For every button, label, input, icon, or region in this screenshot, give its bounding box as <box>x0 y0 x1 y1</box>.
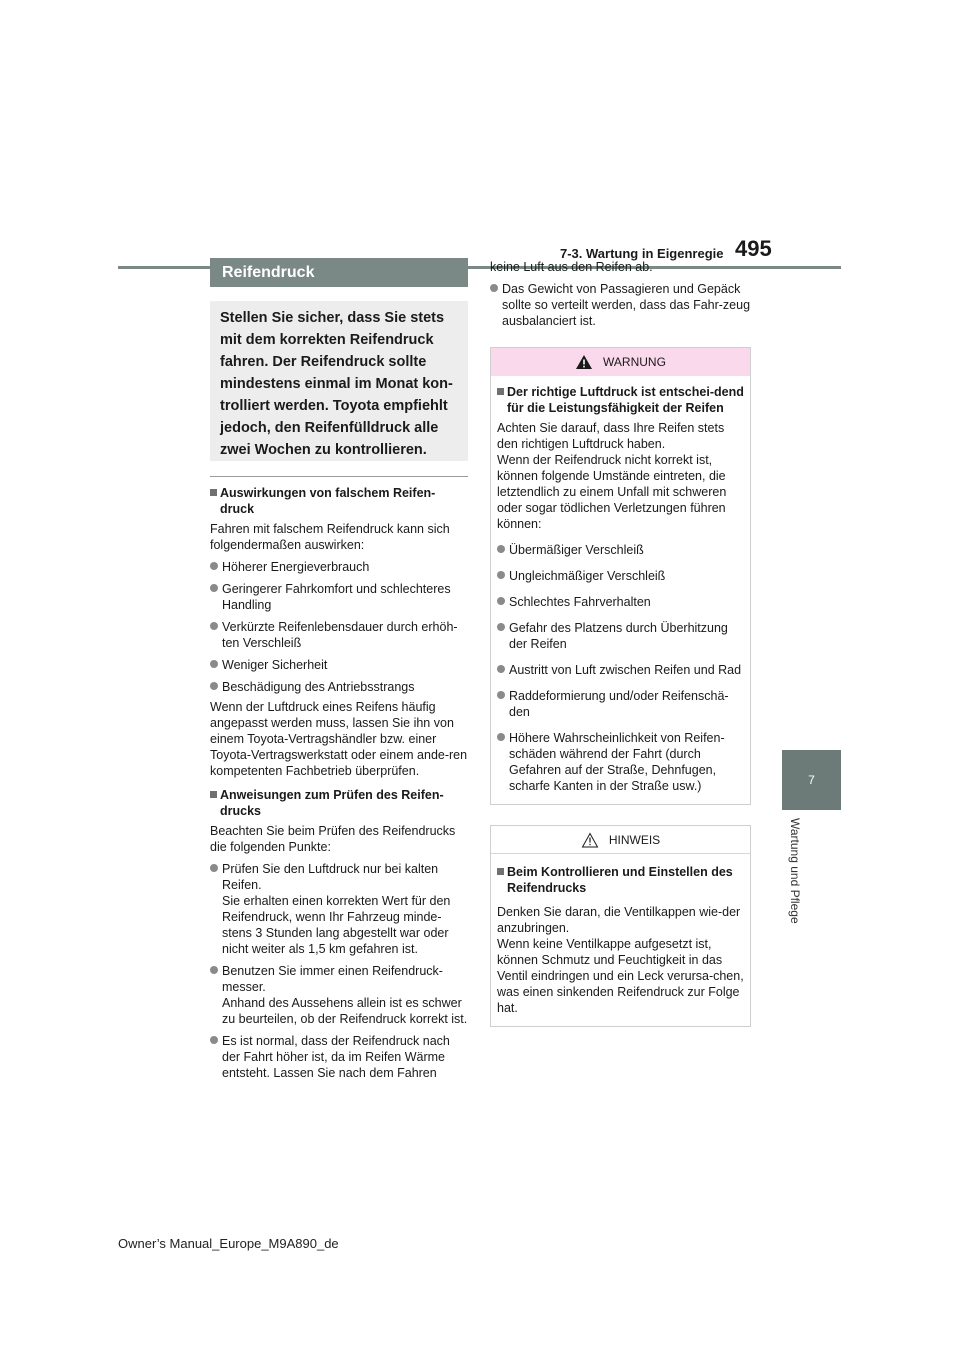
list-item: Geringerer Fahrkomfort und schlechteres Handling <box>210 581 468 613</box>
list-item-text: Prüfen Sie den Luftdruck nur bei kalten Reifen. <box>222 862 439 892</box>
section-title: Reifendruck <box>210 258 468 287</box>
intro-box: Stellen Sie sicher, dass Sie stets mit dem korrekten Reifendruck fahren. Der Reifendruck sollte mindestens einmal im Monat kon-trolliert werden. Toyota empfiehlt jedoch, den Reifenfülldruck alle zwei Wochen zu kontrollieren. <box>210 301 468 461</box>
right-column <box>490 255 751 1027</box>
list-item <box>210 861 468 957</box>
paragraph: Wenn der Luftdruck eines Reifens häufig angepasst werden muss, lassen Sie ihn von einem Toyota-Vertragshändler bzw. einer Toyota-Vertragswerkstatt oder einem ande-ren kompetenten Fachbetrieb überprüfen. <box>210 700 468 778</box>
paragraph: keine Luft aus den Reifen ab. <box>490 260 653 274</box>
caution-icon <box>581 832 599 848</box>
list-item: Höhere Wahrscheinlichkeit von Reifen-schäden während der Fahrt (durch Gefahren auf der Straße, Dehnfugen, scharfe Kanten in der Straße usw.) <box>497 730 744 794</box>
list-item: Verkürzte Reifenlebensdauer durch erhöh-ten Verschleiß <box>210 619 468 651</box>
subheading-instructions: Anweisungen zum Prüfen des Reifen-drucks <box>210 787 468 819</box>
list-item <box>210 963 468 1027</box>
list-item: Gefahr des Platzens durch Überhitzung der Reifen <box>497 620 744 652</box>
list-item-detail: Sie erhalten einen korrekten Wert für den Reifendruck, wenn Ihr Fahrzeug minde-stens 3 Stunden lang abgestellt war oder nicht weiter als 1,5 km gefahren ist. <box>222 894 451 956</box>
list-item: Ungleichmäßiger Verschleiß <box>497 568 744 584</box>
header-section-title: 7-3. Wartung in Eigenregie <box>560 246 724 261</box>
list-item: Raddeformierung und/oder Reifenschä-den <box>497 688 744 720</box>
list-item: Das Gewicht von Passagieren und Gepäck sollte so verteilt werden, dass das Fahr-zeug ausbalanciert ist. <box>490 281 751 329</box>
notice-heading: Beim Kontrollieren und Einstellen des Reifendrucks <box>497 864 744 896</box>
paragraph: Denken Sie daran, die Ventilkappen wie-der anzubringen. <box>497 905 741 935</box>
warning-box <box>490 347 751 805</box>
footer-document-id: Owner’s Manual_Europe_M9A890_de <box>118 1236 339 1251</box>
chapter-label: Wartung und Pflege <box>788 818 802 924</box>
subheading-effects: Auswirkungen von falschem Reifen-druck <box>210 485 468 517</box>
warning-icon <box>575 354 593 370</box>
list-item: Weniger Sicherheit <box>210 657 468 673</box>
list-item-text: Benutzen Sie immer einen Reifendruck-messer. <box>222 964 443 994</box>
list-item-detail: Anhand des Aussehens allein ist es schwer zu beurteilen, ob der Reifendruck korrekt ist. <box>222 996 468 1026</box>
warning-header <box>491 348 750 376</box>
notice-header <box>491 826 750 854</box>
paragraph: Wenn keine Ventilkappe aufgesetzt ist, können Schmutz und Feuchtigkeit in das Ventil eindringen und ein Leck verursa-chen, was einen sinkenden Reifendruck zur Folge hat. <box>497 937 744 1015</box>
page-number: 495 <box>735 236 772 261</box>
warning-label: WARNUNG <box>603 355 666 369</box>
chapter-tab: 7 <box>782 750 841 810</box>
warning-heading: Der richtige Luftdruck ist entschei-dend für die Leistungsfähigkeit der Reifen <box>497 384 744 416</box>
notice-label: HINWEIS <box>608 832 661 847</box>
list-item: Höherer Energieverbrauch <box>210 559 468 575</box>
notice-body <box>491 854 750 1026</box>
divider <box>210 476 468 477</box>
list-item: Es ist normal, dass der Reifendruck nach der Fahrt höher ist, da im Reifen Wärme entsteht. Lassen Sie nach dem Fahren <box>210 1033 468 1081</box>
list-item: Übermäßiger Verschleiß <box>497 542 744 558</box>
warning-body <box>491 376 750 804</box>
paragraph: Fahren mit falschem Reifendruck kann sich folgendermaßen auswirken: <box>210 522 450 552</box>
list-item: Schlechtes Fahrverhalten <box>497 594 744 610</box>
list-item: Austritt von Luft zwischen Reifen und Rad <box>497 662 744 678</box>
paragraph: Wenn der Reifendruck nicht korrekt ist, können folgende Umstände eintreten, die letztendlich zu einem Unfall mit schweren oder sogar tödlichen Verletzungen führen können: <box>497 453 727 531</box>
notice-box <box>490 825 751 1027</box>
paragraph: Beachten Sie beim Prüfen des Reifendrucks die folgenden Punkte: <box>210 824 456 854</box>
left-column <box>210 258 468 1081</box>
paragraph: Achten Sie darauf, dass Ihre Reifen stets den richtigen Luftdruck haben. <box>497 421 725 451</box>
list-item: Beschädigung des Antriebsstrangs <box>210 679 468 695</box>
